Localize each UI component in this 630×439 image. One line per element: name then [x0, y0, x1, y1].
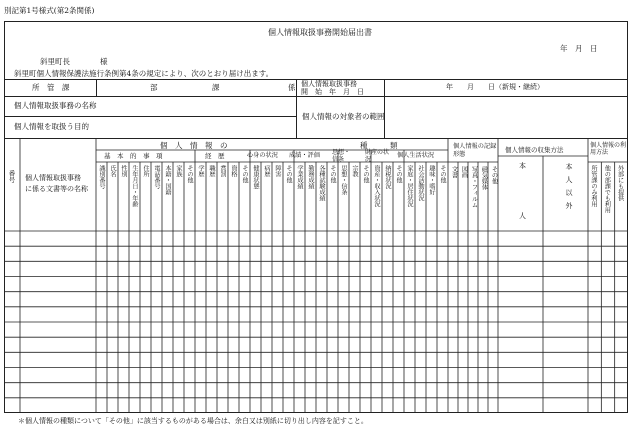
column-header-thought: 思想・信条: [340, 165, 347, 195]
column-header-mind_body: 健康状態: [252, 165, 259, 189]
principal-label-2: 人: [519, 212, 526, 220]
column-header-assets: 納税状況: [384, 165, 391, 189]
column-header-basic: 家族: [175, 165, 182, 177]
column-header-thought: その他: [362, 165, 369, 183]
column-header-results: 各種試験成績: [318, 165, 325, 201]
principal-label: 本: [519, 162, 526, 170]
column-header-history: 学歴: [197, 165, 204, 177]
addressee: 斜里町長 様: [40, 57, 108, 66]
intro-text: 斜里町個人情報保護法施行条例第4条の規定により、次のとおり届け出ます。: [14, 69, 274, 78]
column-header-basic: 氏名: [109, 165, 116, 177]
outside-use-header: 個人情報の利用方法: [590, 142, 627, 157]
assets-header: 財産の状況: [365, 149, 390, 164]
mind-body-header: 心身の状況: [247, 152, 278, 159]
column-header-basic: 住所: [142, 165, 149, 177]
column-header-basic: 性別: [120, 165, 127, 177]
results-header: 成績・評価: [289, 152, 320, 159]
column-header-record-form: 文書: [450, 166, 458, 178]
column-header-basic: 本籍・国籍: [164, 165, 171, 195]
column-header-life: 家庭・居住状況: [406, 165, 413, 207]
doc-name-label-1: 個人情報取扱事務: [25, 174, 81, 182]
column-header-assets: 資産・収入状況: [373, 165, 380, 207]
column-header-basic: その他: [186, 165, 193, 183]
number-label: 番号: [7, 170, 16, 183]
column-header-results: その他: [329, 165, 336, 183]
bu-label: 部: [150, 83, 158, 92]
start-date-label-1: 個人情報取扱事務: [301, 80, 357, 88]
column-header-results: 学業成績: [296, 165, 303, 189]
column-header-results: 勤務成績: [307, 165, 314, 189]
office-name-label: 個人情報取扱事務の名称: [14, 101, 97, 110]
column-header-mind_body: 病歴: [263, 165, 270, 177]
other-than-label: 本人以外: [565, 163, 573, 215]
ka-label: 課: [212, 83, 220, 92]
thought-header: 思想・信条: [332, 149, 351, 164]
column-header-assets: その他: [395, 165, 402, 183]
form-label: 別記第1号様式(第2条関係): [4, 6, 95, 15]
column-header-record-form: 磁気媒体: [480, 166, 488, 190]
types-header-a: 個 人 情 報 の: [160, 141, 228, 150]
column-header-history: 資格: [230, 165, 237, 177]
column-header-history: その他: [241, 165, 248, 183]
column-header-life: その他: [439, 165, 446, 183]
column-header-life: 社会活動状況: [417, 165, 424, 201]
column-header-record-form: その他: [490, 166, 498, 184]
bureau-label: 所 管 課: [32, 83, 70, 92]
column-header-outside-use: 外部にも提供: [616, 165, 624, 201]
purpose-label: 個人情報を取扱う目的: [14, 122, 89, 131]
column-header-life: 趣味・嗜好: [428, 165, 435, 195]
subjects-label: 個人情報の対象者の範囲: [302, 112, 385, 121]
footnote: ＊個人情報の種類について「その他」に該当するものがある場合は、余白又は別紙に切り出し内容を記すこと。: [18, 417, 368, 425]
column-header-outside-use: 所管課のみ利用: [590, 165, 597, 207]
column-header-mind_body: その他: [285, 165, 292, 183]
doc-name-label-2: に係る文書等の名称: [25, 185, 88, 193]
column-header-history: 職歴: [208, 165, 215, 177]
types-header-b: 種 類: [360, 141, 398, 150]
column-header-mind_body: 障害: [274, 165, 281, 177]
column-header-thought: 宗教: [351, 165, 358, 177]
history-header: 経 歴: [205, 152, 225, 160]
record-form-header: 個人情報の記録形態: [453, 143, 497, 159]
column-header-basic: 電話番号: [153, 165, 160, 189]
collection-header: 個人情報の収集方法: [505, 146, 564, 154]
column-header-basic: 生年月日・年齢: [131, 165, 138, 207]
column-header-history: 賞罰: [219, 165, 226, 177]
start-date-label-2: 開 始 年 月 日: [301, 88, 364, 96]
start-date-value: 年 月 日（新規・継続）: [446, 83, 544, 91]
date-line: 年 月 日: [560, 44, 598, 53]
column-header-record-form: 写真・フィルム: [470, 166, 478, 208]
column-header-outside-use: 他の部課でも利用: [603, 165, 611, 213]
column-header-record-form: 図画: [460, 166, 468, 178]
life-header: 個人生活状況: [397, 152, 435, 159]
basic-header: 基 本 的 事 項: [104, 152, 163, 160]
column-header-basic: 識別番号: [98, 165, 105, 189]
kakari-label: 係: [288, 83, 296, 92]
form-title: 個人情報取扱事務開始届出書: [268, 28, 372, 37]
